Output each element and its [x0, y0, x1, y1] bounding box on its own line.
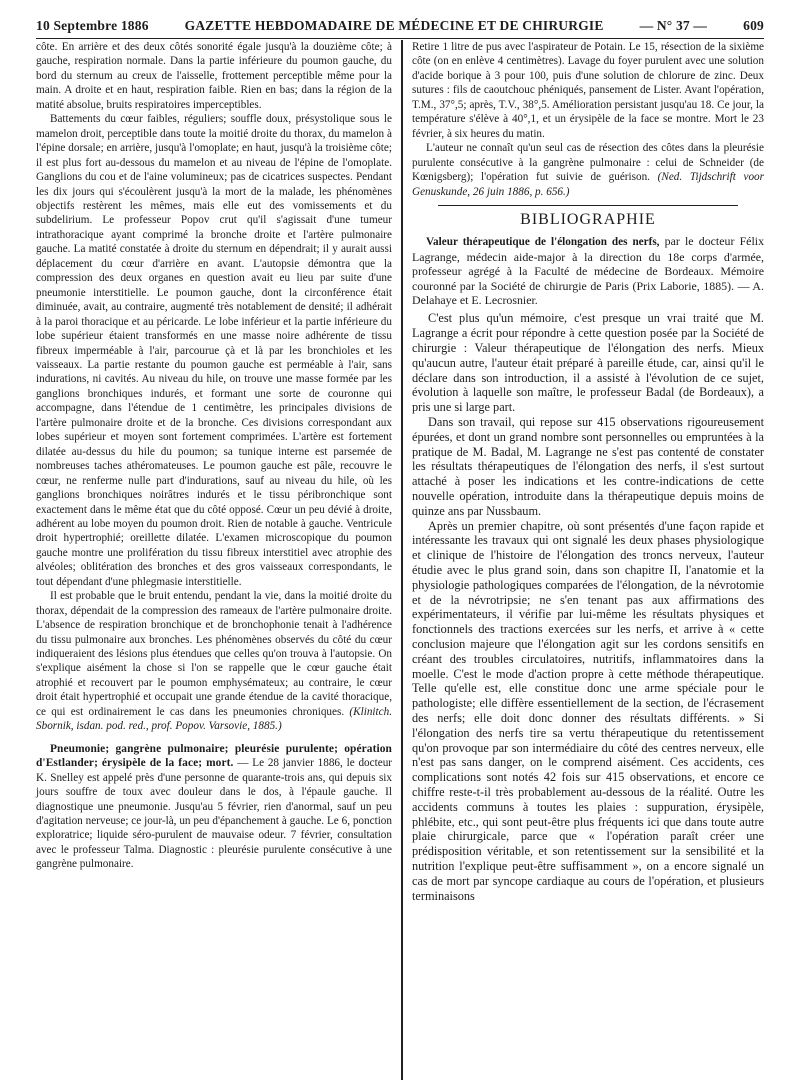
section-rule — [438, 205, 738, 206]
citation: (Klinitch. Sbornik, isdan. pod. red., prof. Popov. Varsovie, 1885.) — [36, 705, 392, 733]
paragraph-text: — Le 28 janvier 1886, le docteur K. Snelley est appelé près d'une personne de quarante-trois ans, qui depuis six jours souffre de toux avec douleur dans le dos, à l'épaule gauche. Il diagnostique une pneumonie. Jusqu'au 5 février, rien d'anormal, sauf un peu d'agitation nerveuse; ce jour-là, un peu d'épanchement à gauche. Le 6, ponction exploratrice; liquide séro-purulent de mauvaise odeur. 7 février, consultation avec le professeur Talma. Diagnostic : pleurésie purulente consécutive à une gangrène pulmonaire. — [36, 757, 393, 871]
citation: (Ned. Tijdschrift voor Genuskunde, 26 juin 1886, p. 656.) — [412, 171, 764, 198]
journal-title: GAZETTE HEBDOMADAIRE DE MÉDECINE ET DE CHIRURGIE — [184, 18, 604, 33]
paragraph — [412, 141, 764, 199]
paragraph: Battements du cœur faibles, réguliers; souffle doux, présystolique sous le mamelon droit, perceptible dans toute la moitié droite du thorax, du mamelon à l'épine dorsale; en arrière, jusqu'à l'omoplate; en haut, jusqu'à la troisième côte; il est plus fort au-dessous du mamelon et au niveau de l'épine de l'omoplate. Ganglions du cou et de l'aine volumineux; pas de cicatrices suspectes. Pendant les dix jours qui s'écoulèrent jusqu'à la mort de la malade, les phénomènes objectifs restèrent les mêmes, mais elle eut des vomissements et du subdelirium. Le professeur Popov crut qu'il s'agissait d'une tumeur intrathoracique ayant comprimé la bronche droite et l'artère pulmonaire gauche. La matité constatée à droite du sternum en dépendrait; il y aurait aussi déplacement du cœur d'arrière en avant. L'autopsie démontra que la compression des deux organes en question avait eu lieu par suite d'une pneumonie interstitielle. Le poumon gauche, dont la circonférence était diminuée, avait, au contraire, augmenté très notablement de densité; il adhérait à la paroi thoracique et au péricarde. Le lobe inférieur et la partie inférieure du lobe supérieur étaient transformés en une masse noire adhérente de tissu fibreux imperméable à l'air, parcourue çà et là par les bronchioles et les vaisseaux. La partie restante du poumon gauche est perméable à l'air, sans indurations, ni cavités. Au niveau du hile, on trouve une masse formée par les ganglions bronchiques indurés, et formant une sorte de couronne qui accompagne, dans l'étendue de 1 centimètre, les principales divisions de l'artère pulmonaire droite et de la bronche. Ces divisions correspondant aux lobes supérieur et moyen sont fortement comprimées. L'artère est fortement dilatée au-dessus du hile du poumon; sa tunique interne est parsemée de nombreuses taches athéromateuses. Le poumon gauche est pâle, recouvre le cœur, ne renferme nulle part d'indurations, sauf au niveau du hile, où les ganglions bronchiques noirâtres indurés et le tissu péribronchique sont exactement dans le même état que du côté opposé. Cœur un peu dévié à droite, adhérent au lobe moyen du poumon droit. Rien de notable à gauche. Ventricule droit hypertrophié; oreillette dilatée. L'examen microscopique du poumon gauche montre une prolifération du tissu fibreux interstitiel avec atrophie des alvéoles; oblitération des bronches et des gros vaisseaux correspondants, le tout dépendant d'une phlegmasie interstitielle. — [36, 113, 392, 588]
case-title: Pneumonie; gangrène pulmonaire; pleurésie purulente; opération d'Estlander; érysipèle de la face; mort. — [36, 742, 392, 770]
paragraph-text: L'auteur ne connaît qu'un seul cas de résection des côtes dans la pleurésie purulente consécutive à la gangrène pulmonaire : celui de Schneider (de Kœnigsberg); l'opération fut suivie de guérison. — [412, 142, 764, 184]
paragraph-text: Il est probable que le bruit entendu, pendant la vie, dans la moitié droite du thorax, dépendait de la compression des rameaux de l'artère pulmonaire droite. L'absence de respiration bronchique et de bronchophonie tenait à l'adhérence du tissu pulmonaire aux bronches. Les phénomènes observés du côté du cœur indiqueraient des lésions plus étendues que celles qu'on trouva à l'autopsie. On s'explique aisément la chose si l'on se rappelle que le cœur gauche était atrophié et recouvert par le poumon emphysémateux; au contraire, le cœur droit était hypertrophié et occupait une grande étendue de la cavité thoracique, ce qui est ordinairement le cas dans les pneumonies chroniques. — [36, 590, 392, 718]
page-number: 609 — [743, 18, 764, 33]
paragraph: Dans son travail, qui repose sur 415 observations rigoureusement épurées, et dont un grand nombre sont personnelles ou empruntées à la pratique de M. Badal, M. Lagrange ne s'est pas contenté de constater les résultats thérapeutiques de l'élongation des nerfs, il s'est surtout attaché à poser les indications et les contre-indications de cette nouvelle opération, introduite dans la thérapeutique depuis moins de quinze ans par Nussbaum. — [412, 415, 764, 518]
review-body — [412, 311, 764, 903]
issue-number: — N° 37 — — [639, 18, 708, 33]
book-title: Valeur thérapeutique de l'élongation des nerfs, — [426, 236, 660, 249]
left-column — [36, 40, 392, 872]
issue-date: 10 Septembre 1886 — [36, 18, 149, 33]
page-header — [36, 14, 764, 39]
book-details: par le docteur Félix Lagrange, médecin aide-major à la direction du 18e corps d'armée, professeur agrégé à la Faculté de médecine de Bordeaux. Mémoire couronné par la Société de chirurgie de Paris (Prix Laborie, 1885). — A. Delahaye et E. Lecrosnier. — [412, 234, 765, 308]
column-divider — [401, 40, 403, 1080]
paragraph — [36, 589, 392, 734]
case-paragraph — [36, 742, 392, 872]
right-column — [412, 40, 764, 903]
paragraph: Retire 1 litre de pus avec l'aspirateur de Potain. Le 15, résection de la sixième côte (on en enlève 4 centimètres). Lavage du foyer purulent avec une solution d'acide borique à 3 pour 100, puis d'une solution de chlorure de zinc. Deux sutures : fils de caoutchouc phéniqués, pansement de Lister. Avant l'opération, T.M., 37°,5; après, T.V., 38°,5. Amélioration persistant jusqu'au 18. Ce jour, la température s'élève à 40°,1, et un érysipèle de la face se montre. Mort le 23 février, à six heures du matin. — [412, 41, 764, 140]
paragraph: C'est plus qu'un mémoire, c'est presque un vrai traité que M. Lagrange a écrit pour répondre à cette question posée par la Société de chirurgie : Valeur thérapeutique de l'élongation des nerfs. Mieux qu'aucun autre, l'auteur était préparé à pareille étude, car, ainsi qu'il le déclare dans son introduction, il a assisté à l'évolution de ce sujet, évolution à laquelle son maître, le professeur Badal (de Bordeaux), a pris une si large part. — [412, 311, 764, 415]
bibliography-entry — [412, 234, 764, 307]
paragraph: Après un premier chapitre, où sont présentés d'une façon rapide et intéressante les travaux qui ont signalé les deux phases physiologique et clinique de l'histoire de l'élongation des troncs nerveux, l'auteur étudie avec le plus grand soin, dans son chapitre II, l'anatomie et la physiologie pathologiques comparées de l'élongation, de la névrotomie et de la névrotripsie; ne s'en tenant pas aux affirmations des expérimentateurs, il vérifie par lui-même les résultats physiques et fonctionnels des tractions exercées sur les nerfs, et arrive à « cette conclusion majeure que l'élongation agit sur les cordons sensitifs en créant des troubles circulatoires, nutritifs, inflammatoires dans la moelle. C'est le mode d'action propre à cette méthode thérapeutique. Telle qu'elle est, elle constitue donc une arme spéciale pour le pathologiste; elle diffère essentiellement de la section, de l'écrasement des nerfs; elle doit donc donner des résultats différents. » Si l'élongation des nerfs tire sa vertu thérapeutique du retentissement qu'on provoque par son intermédiaire du côté des centres nerveux, elle n'est pas sans danger, on le comprend aisément. Ces accidents, ces complications sont notés 42 fois sur 415 observations, et encore ce chiffre reste-t-il très probablement au-dessous de la réalité. Outre les accidents communs à toutes les plaies : suppuration, érysipèle, phlébite, etc., qui sont peut-être plus fréquents ici que dans toute autre plaie chirurgicale, parce que « l'opération paraît créer une prédisposition véritable, et son retentissement sur la sensibilité et la nutrition l'explique peut-être suffisamment », on a encore signalé un cas de mort par syncope cardiaque au cours de l'opération, et plusieurs terminaisons — [412, 518, 764, 903]
section-title: BIBLIOGRAPHIE — [520, 210, 656, 228]
paragraph: côte. En arrière et des deux côtés sonorité égale jusqu'à la douzième côte; à gauche, respiration normale. Dans la partie inférieure du poumon gauche, du bord du sternum au creux de l'aisselle, frottement perceptible même pour la main. A droite et en haut, respiration faible. Rien en bas; dans la région de la matité absolue, bruits respiratoires imperceptibles. — [36, 41, 392, 111]
